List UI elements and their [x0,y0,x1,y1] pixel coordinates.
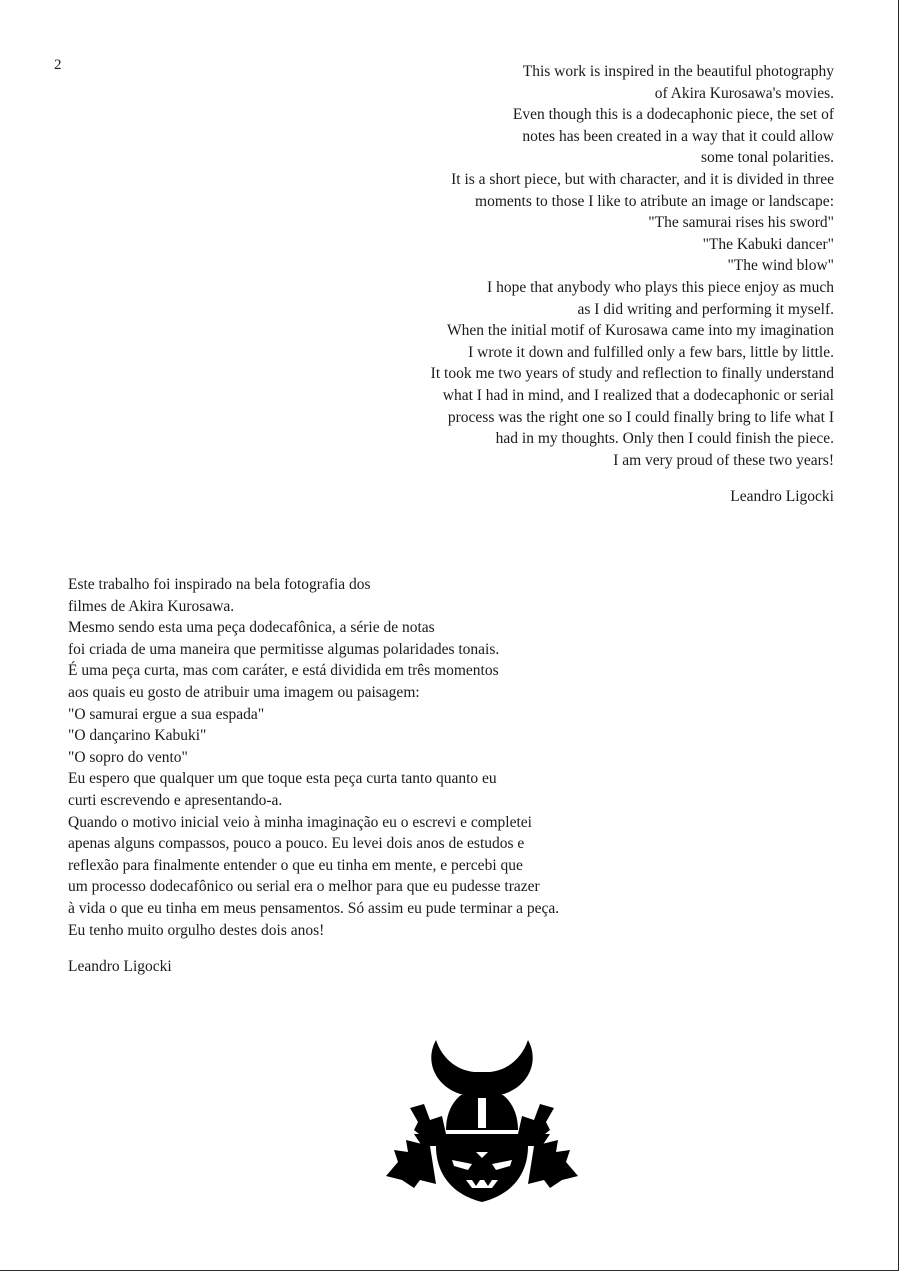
portuguese-line: curti escrevendo e apresentando-a. [68,791,283,809]
english-line: of Akira Kurosawa's movies. [654,84,834,102]
portuguese-line: foi criada de uma maneira que permitisse algumas polaridades tonais. [68,640,500,658]
english-line: what I had in mind, and I realized that a dodecaphonic or serial [442,386,834,404]
page-number: 2 [54,57,62,73]
portuguese-line: Mesmo sendo esta uma peça dodecafônica, a série de notas [68,619,435,637]
english-line: This work is inspired in the beautiful photography [522,63,834,80]
portuguese-note [68,574,828,978]
english-line: "The samurai rises his sword" [648,214,834,232]
english-line: had in my thoughts. Only then I could finish the piece. [495,430,834,448]
english-line: "The Kabuki dancer" [702,235,834,253]
portuguese-line: filmes de Akira Kurosawa. [68,597,235,615]
english-line: It took me two years of study and reflection to finally understand [430,365,834,383]
english-line: When the initial motif of Kurosawa came into my imagination [447,322,834,340]
english-line: I wrote it down and fulfilled only a few bars, little by little. [468,343,834,361]
english-line: I hope that anybody who plays this piece enjoy as much [487,278,834,296]
english-line: as I did writing and performing it myself. [577,300,834,318]
portuguese-line: Eu espero que qualquer um que toque esta peça curta tanto quanto eu [68,770,497,788]
portuguese-line: aos quais eu gosto de atribuir uma imagem ou paisagem: [68,683,420,701]
english-signature: Leandro Ligocki [730,488,834,506]
portuguese-line: um processo dodecafônico ou serial era o melhor para que eu pudesse trazer [68,878,540,896]
english-note [274,61,834,508]
portuguese-line: Este trabalho foi inspirado na bela fotografia dos [68,576,371,593]
english-line: Even though this is a dodecaphonic piece, the set of [512,106,834,124]
portuguese-line: "O samurai ergue a sua espada" [68,705,265,723]
portuguese-line: É uma peça curta, mas com caráter, e está dividida em três momentos [68,662,499,680]
portuguese-line: reflexão para finalmente entender o que eu tinha em mente, e percebi que [68,856,523,874]
english-line: process was the right one so I could finally bring to life what I [447,408,834,426]
samurai-helmet-icon [384,1034,580,1206]
portuguese-line: Eu tenho muito orgulho destes dois anos! [68,921,325,939]
english-line: notes has been created in a way that it could allow [522,127,834,145]
portuguese-line: "O sopro do vento" [68,748,188,766]
portuguese-line: apenas alguns compassos, pouco a pouco. Eu levei dois anos de estudos e [68,835,525,853]
english-line: "The wind blow" [727,257,834,275]
portuguese-line: Quando o motivo inicial veio à minha imaginação eu o escrevi e completei [68,813,532,831]
portuguese-signature: Leandro Ligocki [68,958,172,976]
english-line: I am very proud of these two years! [613,451,834,469]
english-line: It is a short piece, but with character, and it is divided in three [451,170,834,188]
english-line: some tonal polarities. [700,149,834,167]
english-line: moments to those I like to atribute an image or landscape: [475,192,834,210]
portuguese-line: "O dançarino Kabuki" [68,727,207,745]
portuguese-line: à vida o que eu tinha em meus pensamentos. Só assim eu pude terminar a peça. [68,899,560,917]
